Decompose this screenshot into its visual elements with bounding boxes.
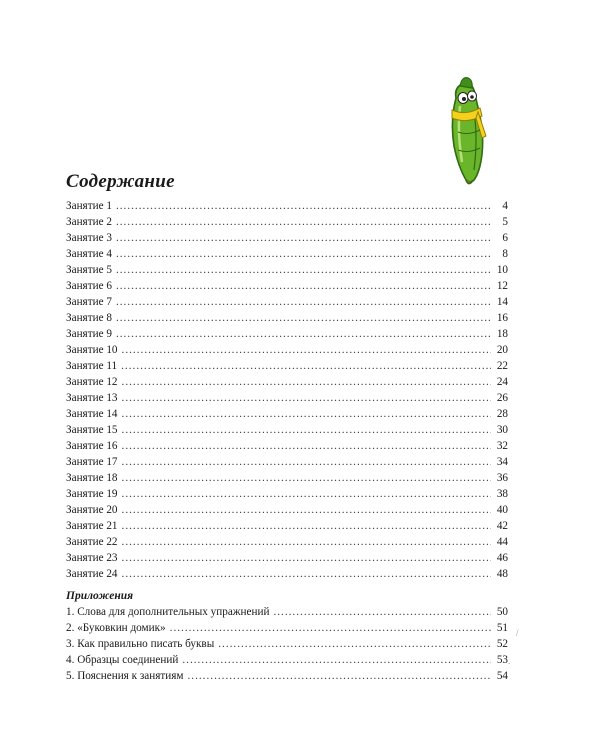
entry-page-number: 28 xyxy=(496,408,508,421)
entry-label: 5. Пояснения к занятиям xyxy=(66,670,184,682)
toc-entry xyxy=(66,518,508,534)
toc-entry xyxy=(66,652,511,668)
entry-label: 4. Образцы соединений xyxy=(66,654,179,666)
toc-entry xyxy=(66,486,508,502)
entry-label: Занятие 21 xyxy=(66,520,118,533)
entry-label: 2. «Буковкин домик» xyxy=(66,622,166,634)
entry-page-number: 26 xyxy=(496,392,508,405)
dot-leader xyxy=(116,278,491,294)
dot-leader xyxy=(122,390,491,406)
dot-leader xyxy=(122,406,491,422)
entry-label: Занятие 7 xyxy=(66,296,112,309)
entry-label: 3. Как правильно писать буквы xyxy=(66,638,215,650)
entry-page-number: 4 xyxy=(502,200,508,212)
appendix-list xyxy=(66,604,511,684)
entry-label: Занятие 1 xyxy=(66,200,112,212)
entry-label: Занятие 19 xyxy=(66,488,118,501)
toc-entry xyxy=(66,470,508,486)
pencil-character-icon xyxy=(440,76,490,186)
entry-label: Занятие 23 xyxy=(66,552,118,565)
entry-label: Занятие 6 xyxy=(66,280,112,293)
dot-leader xyxy=(122,550,491,566)
dot-leader xyxy=(116,310,491,326)
toc-entry xyxy=(66,422,508,438)
entry-label: Занятие 18 xyxy=(66,472,118,485)
entry-label: Занятие 14 xyxy=(66,408,118,421)
toc-entry xyxy=(66,246,508,262)
entry-page-number: 12 xyxy=(496,280,508,293)
dot-leader xyxy=(122,342,491,358)
toc-entry xyxy=(66,604,508,620)
entry-page-number: 34 xyxy=(496,456,508,469)
entry-label: 1. Слова для дополнительных упражнений xyxy=(66,606,270,618)
entry-label: Занятие 12 xyxy=(66,376,118,389)
dot-leader xyxy=(122,470,491,486)
toc-entry xyxy=(66,358,508,374)
entry-page-number: 42 xyxy=(496,520,508,533)
toc-entry xyxy=(66,390,508,406)
dot-leader xyxy=(122,518,491,534)
entry-label: Занятие 15 xyxy=(66,424,118,437)
toc-entry xyxy=(66,326,508,342)
toc-entry xyxy=(66,262,508,278)
toc-entry xyxy=(66,294,508,310)
entry-page-number: 51 xyxy=(496,622,508,634)
entry-page-number: 14 xyxy=(496,296,508,309)
entry-page-number: 40 xyxy=(496,504,508,517)
toc-entry xyxy=(66,198,508,214)
toc-entry xyxy=(66,620,508,636)
toc-entry xyxy=(66,214,508,230)
dot-leader xyxy=(170,620,491,636)
entry-page-number: 24 xyxy=(496,376,508,389)
entry-page-number: 20 xyxy=(496,344,508,357)
entry-label: Занятие 16 xyxy=(66,440,118,453)
appendix-heading: Приложения xyxy=(66,590,134,602)
entry-label: Занятие 9 xyxy=(66,328,112,341)
entry-label: Занятие 10 xyxy=(66,344,118,357)
toc-entry xyxy=(66,342,508,358)
dot-leader xyxy=(116,198,491,214)
dot-leader xyxy=(116,262,491,278)
entry-page-number: 52 xyxy=(496,638,508,650)
dot-leader xyxy=(116,294,491,310)
dot-leader xyxy=(122,502,491,518)
entry-label: Занятие 8 xyxy=(66,312,112,325)
entry-page-number: 48 xyxy=(496,568,508,581)
toc-entry xyxy=(66,454,508,470)
entry-page-number: 10 xyxy=(496,264,508,277)
entry-page-number: 38 xyxy=(496,488,508,501)
entry-label: Занятие 13 xyxy=(66,392,118,405)
dot-leader xyxy=(122,422,491,438)
dot-leader xyxy=(187,668,491,684)
toc-entry xyxy=(66,278,508,294)
toc-entry xyxy=(66,230,508,246)
toc-entry xyxy=(66,374,508,390)
page-title: Содержание xyxy=(66,171,175,192)
scan-mark: / xyxy=(516,628,519,638)
scan-mark: . xyxy=(508,656,511,666)
dot-leader xyxy=(273,604,491,620)
toc-entry xyxy=(66,668,508,684)
dot-leader xyxy=(121,358,491,374)
toc-entry xyxy=(66,406,508,422)
entry-page-number: 22 xyxy=(496,360,508,373)
dot-leader xyxy=(116,246,491,262)
dot-leader xyxy=(116,326,491,342)
toc-entry xyxy=(66,534,508,550)
dot-leader xyxy=(116,214,491,230)
entry-page-number: 54 xyxy=(496,670,508,682)
dot-leader xyxy=(122,438,491,454)
entry-page-number: 30 xyxy=(496,424,508,437)
toc-entry xyxy=(66,438,508,454)
entry-page-number: 6 xyxy=(502,232,508,245)
entry-label: Занятие 4 xyxy=(66,248,112,261)
entry-label: Занятие 24 xyxy=(66,568,118,581)
entry-page-number: 8 xyxy=(502,248,508,261)
dot-leader xyxy=(218,636,491,652)
entry-label: Занятие 11 xyxy=(66,360,118,373)
dot-leader xyxy=(182,652,491,668)
lesson-list xyxy=(66,198,508,582)
entry-label: Занятие 2 xyxy=(66,216,112,229)
entry-page-number: 18 xyxy=(496,328,508,341)
entry-page-number: 46 xyxy=(496,552,508,565)
entry-label: Занятие 22 xyxy=(66,536,118,549)
entry-page-number: 53 xyxy=(496,654,508,666)
entry-page-number: 16 xyxy=(496,312,508,325)
entry-label: Занятие 3 xyxy=(66,232,112,245)
entry-page-number: 50 xyxy=(496,606,508,618)
toc-entry xyxy=(66,550,508,566)
toc-entry xyxy=(66,502,508,518)
dot-leader xyxy=(122,374,491,390)
toc-entry xyxy=(66,636,508,652)
entry-page-number: 5 xyxy=(502,216,508,229)
entry-label: Занятие 17 xyxy=(66,456,118,469)
entry-label: Занятие 20 xyxy=(66,504,118,517)
entry-page-number: 44 xyxy=(496,536,508,549)
toc-entry xyxy=(66,566,508,582)
dot-leader xyxy=(122,454,491,470)
dot-leader xyxy=(122,566,491,582)
dot-leader xyxy=(122,534,491,550)
entry-label: Занятие 5 xyxy=(66,264,112,277)
dot-leader xyxy=(116,230,491,246)
toc-entry xyxy=(66,310,508,326)
entry-page-number: 36 xyxy=(496,472,508,485)
entry-page-number: 32 xyxy=(496,440,508,453)
dot-leader xyxy=(122,486,491,502)
